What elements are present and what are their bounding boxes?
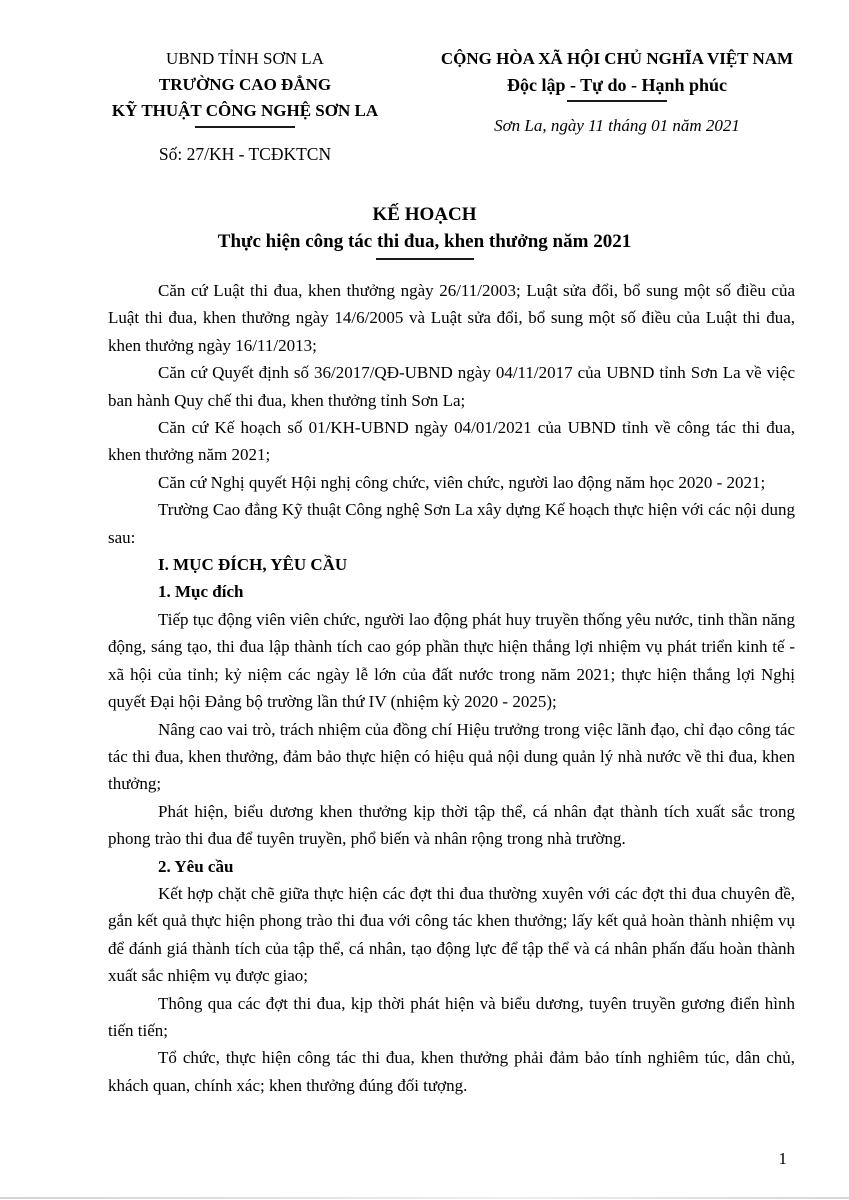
section-heading: 2. Yêu cầu [158,856,234,876]
section-heading: I. MỤC ĐÍCH, YÊU CẦU [158,555,348,575]
document-header [0,46,849,167]
national-motto-block [426,46,808,167]
document-type-title: KẾ HOẠCH [372,204,477,225]
national-motto: Độc lập - Tự do - Hạnh phúc [506,75,728,95]
document-title-block [0,201,849,260]
scan-artifact [0,1197,849,1199]
org-underline [195,126,295,128]
page-number: 1 [778,1149,787,1168]
org-parent-name: UBND TỈNH SƠN LA [166,49,324,68]
motto-underline [567,100,667,102]
document-body [108,277,795,1099]
body-paragraph: Căn cứ Luật thi đua, khen thưởng ngày 26/11/2003; Luật sửa đổi, bổ sung một số điều của Luật thi đua, khen thưởng ngày 14/6/2005 và Luật sửa đổi, bổ sung một số điều của Luật thi đua, khen thưởng ngày 16/11/2013; [108,281,795,355]
body-paragraph: Thông qua các đợt thi đua, kịp thời phát hiện và biểu dương, tuyên truyền gương điển hình tiến tiến; [108,993,795,1040]
body-paragraph: Căn cứ Kế hoạch số 01/KH-UBND ngày 04/01/2021 của UBND tỉnh về công tác thi đua, khen thưởng năm 2021; [108,418,795,465]
body-paragraph: Căn cứ Nghị quyết Hội nghị công chức, viên chức, người lao động năm học 2020 - 2021; [158,472,766,492]
doc-number: Số: 27/KH - TCĐKTCN [158,144,332,164]
body-paragraph: Căn cứ Quyết định số 36/2017/QĐ-UBND ngày 04/11/2017 của UBND tỉnh Sơn La về việc ban hành Quy chế thi đua, khen thưởng tỉnh Sơn La; [108,363,795,410]
body-paragraph: Kết hợp chặt chẽ giữa thực hiện các đợt thi đua thường xuyên với các đợt thi đua chuyên đề, gắn kết quả thực hiện phong trào thi đua với công tác khen thưởng; lấy kết quả hoàn thành nhiệm vụ để đánh giá thành tích của tập thể, cá nhân, tạo động lực để tập thể và cá nhân phấn đấu hoàn thành xuất sắc nhiệm vụ được giao; [108,883,795,986]
body-paragraph: Nâng cao vai trò, trách nhiệm của đồng chí Hiệu trưởng trong việc lãnh đạo, chỉ đạo công tác tác thi đua, khen thưởng, đảm bảo thực hiện có hiệu quả nội dung quản lý nhà nước về thi đua, khen thưởng; [108,719,795,794]
section-heading: 1. Mục đích [158,582,244,602]
org-name-line1: TRƯỜNG CAO ĐẲNG [158,75,332,94]
org-name-line2: KỸ THUẬT CÔNG NGHỆ SƠN LA [111,101,379,120]
body-paragraph: Trường Cao đẳng Kỹ thuật Công nghệ Sơn La xây dựng Kế hoạch thực hiện với các nội dung sau: [108,500,795,547]
issuing-org-block [64,46,426,167]
body-paragraph: Tiếp tục động viên viên chức, người lao động phát huy truyền thống yêu nước, tinh thần năng động, sáng tạo, thi đua lập thành tích cao góp phần thực hiện thắng lợi nhiệm vụ phát triển kinh tế - xã hội của tỉnh; kỷ niệm các ngày lễ lớn của đất nước trong năm 2021; thực hiện thắng lợi Nghị quyết Đại hội Đảng bộ trường lần thứ IV (nhiệm kỳ 2020 - 2025); [108,609,795,712]
body-paragraph: Phát hiện, biểu dương khen thưởng kịp thời tập thể, cá nhân đạt thành tích xuất sắc trong phong trào thi đua để tuyên truyền, phổ biến và nhân rộng trong nhà trường. [108,801,795,849]
document-subject-title: Thực hiện công tác thi đua, khen thưởng năm 2021 [217,231,632,252]
body-paragraph: Tổ chức, thực hiện công tác thi đua, khen thưởng phải đảm bảo tính nghiêm túc, dân chủ, khách quan, chính xác; khen thưởng đúng đối tượng. [108,1048,795,1095]
national-title: CỘNG HÒA XÃ HỘI CHỦ NGHĨA VIỆT NAM [440,49,794,68]
title-underline [376,258,474,260]
place-date-line: Sơn La, ngày 11 tháng 01 năm 2021 [494,116,740,135]
